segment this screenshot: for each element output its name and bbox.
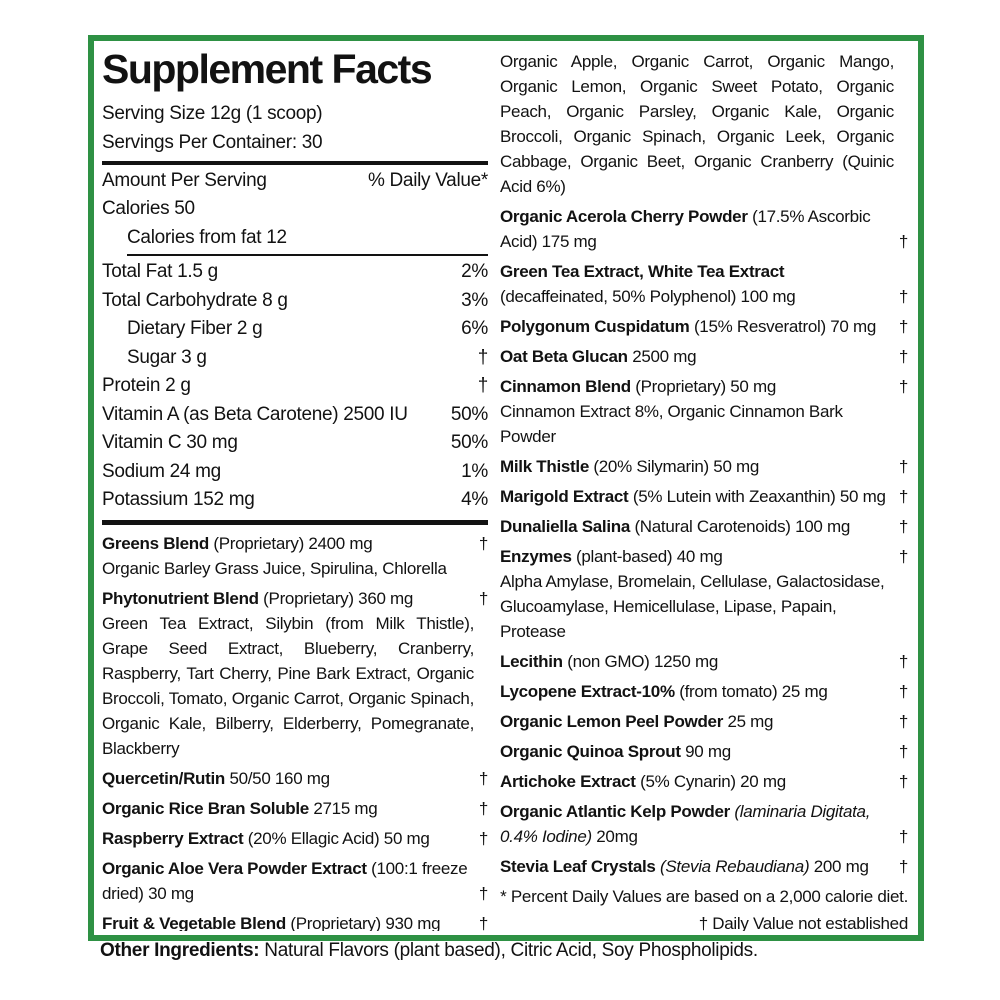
ingredient-name: Greens Blend xyxy=(102,533,209,553)
ingredient-detail: 50/50 160 mg xyxy=(225,768,330,788)
ingredient-name: Marigold Extract xyxy=(500,487,629,506)
ingredient-text xyxy=(500,544,894,569)
ingredient-entry xyxy=(500,314,908,339)
ingredient-text xyxy=(500,854,894,879)
nutrient-row xyxy=(127,344,488,373)
entry-subs xyxy=(102,556,474,581)
ingredient-main xyxy=(500,544,894,644)
ingredient-name: Lecithin xyxy=(500,652,563,671)
amount-per-serving-label: Amount Per Serving xyxy=(102,169,267,191)
ingredient-main xyxy=(102,911,474,931)
nutrient-row xyxy=(102,372,488,401)
ingredient-text xyxy=(500,484,894,509)
ingredient-name: Artichoke Extract xyxy=(500,772,636,791)
ingredient-text xyxy=(102,586,474,611)
ingredient-text xyxy=(102,856,474,906)
nutrient-value: 4% xyxy=(461,489,488,511)
ingredient-name: Organic Atlantic Kelp Powder xyxy=(500,802,730,821)
ingredient-text xyxy=(500,514,894,539)
ingredient-entry xyxy=(500,344,908,369)
nutrient-value: 3% xyxy=(461,289,488,311)
nutrient-value: 2% xyxy=(461,261,488,283)
ingredient-name: Quercetin/Rutin xyxy=(102,768,226,788)
dagger-symbol: † xyxy=(478,533,488,553)
ingredient-main xyxy=(500,739,894,764)
ingredient-detail: 2500 mg xyxy=(627,347,697,366)
ingredient-detail: (15% Resveratrol) 70 mg xyxy=(689,317,876,336)
nutrient-label: Calories 50 xyxy=(102,198,195,220)
ingredient-entry xyxy=(500,454,908,479)
ingredient-detail: (Proprietary) 50 mg xyxy=(630,377,777,396)
ingredient-entry xyxy=(102,911,488,931)
ingredient-detail: (Natural Carotenoids) 100 mg xyxy=(630,517,850,536)
ingredient-main xyxy=(500,709,894,734)
dagger-symbol: † xyxy=(898,232,908,251)
ingredient-main xyxy=(102,796,474,821)
ingredient-entry xyxy=(500,49,908,199)
nutrient-label: Total Carbohydrate 8 g xyxy=(102,289,288,311)
percent-dv-footnote: * Percent Daily Values are based on a 2,000 calorie diet. xyxy=(500,887,908,906)
ingredient-name: Polygonum Cuspidatum xyxy=(500,317,690,336)
ingredient-name: Phytonutrient Blend xyxy=(102,588,259,608)
ingredient-text xyxy=(102,531,474,556)
ingredient-main xyxy=(102,766,474,791)
ingredient-text xyxy=(102,796,474,821)
ingredient-entry xyxy=(500,854,908,879)
other-ingredients-text: Natural Flavors (plant based), Citric Acid, Soy Phospholipids. xyxy=(259,940,758,961)
ingredient-detail: (non GMO) 1250 mg xyxy=(562,652,719,671)
ingredient-detail: (5% Lutein with Zeaxanthin) 50 mg xyxy=(628,487,886,506)
dagger-symbol: † xyxy=(898,772,908,791)
ingredient-name: Organic Aloe Vera Powder Extract xyxy=(102,858,367,878)
ingredient-name: Organic Quinoa Sprout xyxy=(500,742,681,761)
ingredient-text xyxy=(500,204,894,254)
nutrient-value: 6% xyxy=(461,318,488,340)
ingredient-entry xyxy=(102,766,488,791)
ingredient-detail: 25 mg xyxy=(723,712,774,731)
ingredient-main xyxy=(102,826,474,851)
supplement-facts-panel xyxy=(88,35,924,941)
nutrition-rows xyxy=(102,195,488,515)
serving-size: Serving Size 12g (1 scoop) xyxy=(102,102,323,124)
nutrient-label: Calories from fat 12 xyxy=(127,226,287,248)
ingredient-main xyxy=(500,204,894,254)
ingredient-text xyxy=(102,766,474,791)
ingredient-name: Green Tea Extract, White Tea Extract xyxy=(500,262,785,281)
ingredient-detail: (from tomato) 25 mg xyxy=(674,682,828,701)
ingredient-main xyxy=(500,649,894,674)
ingredient-sub-list: Alpha Amylase, Bromelain, Cellulase, Galactosidase, Glucoamylase, Hemicellulase, Lipase, Papain, Protease xyxy=(500,572,885,641)
ingredient-text xyxy=(500,454,894,479)
dagger-symbol: † xyxy=(478,913,488,931)
divider-rule xyxy=(102,161,488,165)
ingredient-name: Cinnamon Blend xyxy=(500,377,631,396)
nutrient-label: Dietary Fiber 2 g xyxy=(127,318,263,340)
dagger-symbol: † xyxy=(898,347,908,366)
right-ingredient-list xyxy=(500,49,908,879)
nutrient-row xyxy=(102,258,488,287)
nutrient-row xyxy=(102,195,488,224)
ingredient-main xyxy=(102,586,474,761)
nutrient-row xyxy=(102,486,488,515)
nutrient-label: Sugar 3 g xyxy=(127,346,207,368)
ingredient-entry xyxy=(500,709,908,734)
ingredient-text xyxy=(500,709,894,734)
ingredient-entry xyxy=(500,739,908,764)
nutrient-value: 1% xyxy=(461,460,488,482)
dagger-symbol: † xyxy=(898,457,908,476)
ingredient-entry xyxy=(102,531,488,581)
ingredient-sub-list: Cinnamon Extract 8%, Organic Cinnamon Bark Powder xyxy=(500,402,843,446)
ingredient-sub-list: Green Tea Extract, Silybin (from Milk Thistle), Grape Seed Extract, Blueberry, Cranberry, Raspberry, Tart Cherry, Pine Bark Extract, Organic Broccoli, Tomato, Organic Carrot, Organic Spinach, Organic Kale, Bilberry, Elderberry, Pomegranate, Blackberry xyxy=(102,613,474,758)
ingredient-text xyxy=(500,344,894,369)
ingredient-main xyxy=(500,314,894,339)
other-ingredients-label: Other Ingredients: xyxy=(100,940,260,961)
ingredient-entry xyxy=(500,374,908,449)
ingredient-entry xyxy=(102,796,488,821)
ingredient-entry xyxy=(102,856,488,906)
ingredient-entry xyxy=(500,259,908,309)
ingredient-name: Enzymes xyxy=(500,547,572,566)
left-ingredient-list xyxy=(102,531,488,931)
ingredient-detail: (Proprietary) 360 mg xyxy=(258,588,414,608)
ingredient-entry xyxy=(500,679,908,704)
amount-header-row xyxy=(102,167,488,196)
right-column xyxy=(500,47,908,931)
nutrient-label: Protein 2 g xyxy=(102,375,191,397)
nutrient-row xyxy=(102,401,488,430)
ingredient-entry xyxy=(500,799,908,849)
ingredient-name: Stevia Leaf Crystals xyxy=(500,857,656,876)
ingredient-detail: 2715 mg xyxy=(308,798,378,818)
dagger-symbol: † xyxy=(898,652,908,671)
ingredient-name: Dunaliella Salina xyxy=(500,517,631,536)
ingredient-detail: (Proprietary) 930 mg xyxy=(285,913,441,931)
ingredient-text xyxy=(500,374,894,399)
nutrient-label: Sodium 24 mg xyxy=(102,460,221,482)
dagger-symbol: † xyxy=(478,588,488,608)
nutrient-row xyxy=(102,429,488,458)
dagger-symbol: † xyxy=(478,883,488,903)
dagger-symbol: † xyxy=(898,857,908,876)
ingredient-entry xyxy=(500,514,908,539)
left-column xyxy=(102,47,488,931)
ingredient-text xyxy=(102,911,474,931)
ingredient-main xyxy=(500,49,894,199)
nutrient-label: Potassium 152 mg xyxy=(102,489,255,511)
nutrient-value: † xyxy=(477,375,488,397)
ingredient-name: Milk Thistle xyxy=(500,457,589,476)
ingredient-main xyxy=(500,259,894,309)
nutrient-label: Total Fat 1.5 g xyxy=(102,261,218,283)
ingredient-text xyxy=(500,49,894,199)
ingredient-main xyxy=(500,679,894,704)
ingredient-detail: (100:1 freeze dried) 30 mg xyxy=(102,858,468,903)
ingredient-detail: (decaffeinated, 50% Polyphenol) 100 mg xyxy=(500,287,796,306)
ingredient-detail: 90 mg xyxy=(680,742,731,761)
dagger-symbol: † xyxy=(898,487,908,506)
ingredient-entry xyxy=(500,649,908,674)
ingredient-entry xyxy=(102,586,488,761)
ingredient-name: Lycopene Extract-10% xyxy=(500,682,675,701)
ingredient-latin-name: (Stevia Rebaudiana) xyxy=(655,857,810,876)
ingredient-main xyxy=(500,374,894,449)
ingredient-detail: (plant-based) 40 mg xyxy=(571,547,723,566)
ingredient-detail: 20mg xyxy=(591,827,638,846)
ingredient-detail: (20% Silymarin) 50 mg xyxy=(588,457,760,476)
entry-subs xyxy=(500,569,894,644)
ingredient-entry xyxy=(500,484,908,509)
ingredient-text xyxy=(500,259,894,309)
ingredient-main xyxy=(500,344,894,369)
dagger-symbol: † xyxy=(478,798,488,818)
dagger-symbol: † xyxy=(898,287,908,306)
dagger-symbol: † xyxy=(898,682,908,701)
dagger-symbol: † xyxy=(478,768,488,788)
nutrient-row xyxy=(127,224,488,257)
ingredient-text xyxy=(500,314,894,339)
dagger-symbol: † xyxy=(898,517,908,536)
nutrient-row xyxy=(127,315,488,344)
nutrient-value: 50% xyxy=(450,432,488,454)
dagger-symbol: † xyxy=(898,712,908,731)
ingredient-detail: (17.5% Ascorbic Acid) 175 mg xyxy=(500,207,871,251)
dagger-footnote: † Daily Value not established xyxy=(698,914,908,931)
nutrient-label: Vitamin C 30 mg xyxy=(102,432,238,454)
ingredient-sub-list: Organic Barley Grass Juice, Spirulina, Chlorella xyxy=(102,558,447,578)
nutrient-value: 50% xyxy=(450,403,488,425)
ingredient-main xyxy=(500,769,894,794)
ingredient-latin-name: (laminaria Digitata, 0.4% Iodine) xyxy=(500,802,871,846)
ingredient-name: Organic Rice Bran Soluble xyxy=(102,798,309,818)
dagger-symbol: † xyxy=(898,547,908,566)
ingredient-detail: (Proprietary) 2400 mg xyxy=(208,533,373,553)
ingredient-name: Organic Lemon Peel Powder xyxy=(500,712,724,731)
servings-per-container: Servings Per Container: 30 xyxy=(102,131,323,153)
ingredient-entry xyxy=(500,769,908,794)
ingredient-main xyxy=(500,854,894,879)
entry-subs xyxy=(102,611,474,761)
other-ingredients xyxy=(100,938,910,964)
ingredient-detail: 200 mg xyxy=(809,857,869,876)
dagger-symbol: † xyxy=(898,742,908,761)
ingredient-entry xyxy=(500,204,908,254)
ingredient-main xyxy=(500,484,894,509)
ingredient-name: Oat Beta Glucan xyxy=(500,347,628,366)
ingredient-main xyxy=(500,799,894,849)
ingredient-entry xyxy=(500,544,908,644)
ingredient-text xyxy=(500,739,894,764)
nutrient-row xyxy=(102,458,488,487)
ingredient-main xyxy=(102,531,474,581)
dagger-symbol: † xyxy=(898,827,908,846)
ingredient-text xyxy=(102,826,474,851)
entry-subs xyxy=(500,399,894,449)
ingredient-text xyxy=(500,679,894,704)
nutrient-row xyxy=(102,287,488,316)
nutrient-label: Vitamin A (as Beta Carotene) 2500 IU xyxy=(102,403,408,425)
ingredient-name: Fruit & Vegetable Blend xyxy=(102,913,286,931)
ingredient-main xyxy=(500,514,894,539)
ingredient-text xyxy=(500,769,894,794)
divider-rule xyxy=(102,520,488,525)
dagger-symbol: † xyxy=(898,317,908,336)
nutrient-value: † xyxy=(477,346,488,368)
dagger-symbol: † xyxy=(478,828,488,848)
daily-value-label: % Daily Value* xyxy=(367,169,488,191)
ingredient-text xyxy=(500,799,894,849)
ingredient-name: Organic Acerola Cherry Powder xyxy=(500,207,748,226)
ingredient-detail: (5% Cynarin) 20 mg xyxy=(635,772,786,791)
ingredient-detail: Organic Apple, Organic Carrot, Organic Mango, Organic Lemon, Organic Sweet Potato, Organic Peach, Organic Parsley, Organic Kale, Organic Broccoli, Organic Spinach, Organic Leek, Organic Cabbage, Organic Beet, Organic Cranberry (Quinic Acid 6%) xyxy=(500,52,894,196)
dagger-symbol: † xyxy=(898,377,908,396)
ingredient-name: Raspberry Extract xyxy=(102,828,244,848)
ingredient-detail: (20% Ellagic Acid) 50 mg xyxy=(243,828,430,848)
ingredient-main xyxy=(102,856,474,906)
ingredient-text xyxy=(500,649,894,674)
ingredient-entry xyxy=(102,826,488,851)
ingredient-main xyxy=(500,454,894,479)
panel-title: Supplement Facts xyxy=(102,47,432,92)
